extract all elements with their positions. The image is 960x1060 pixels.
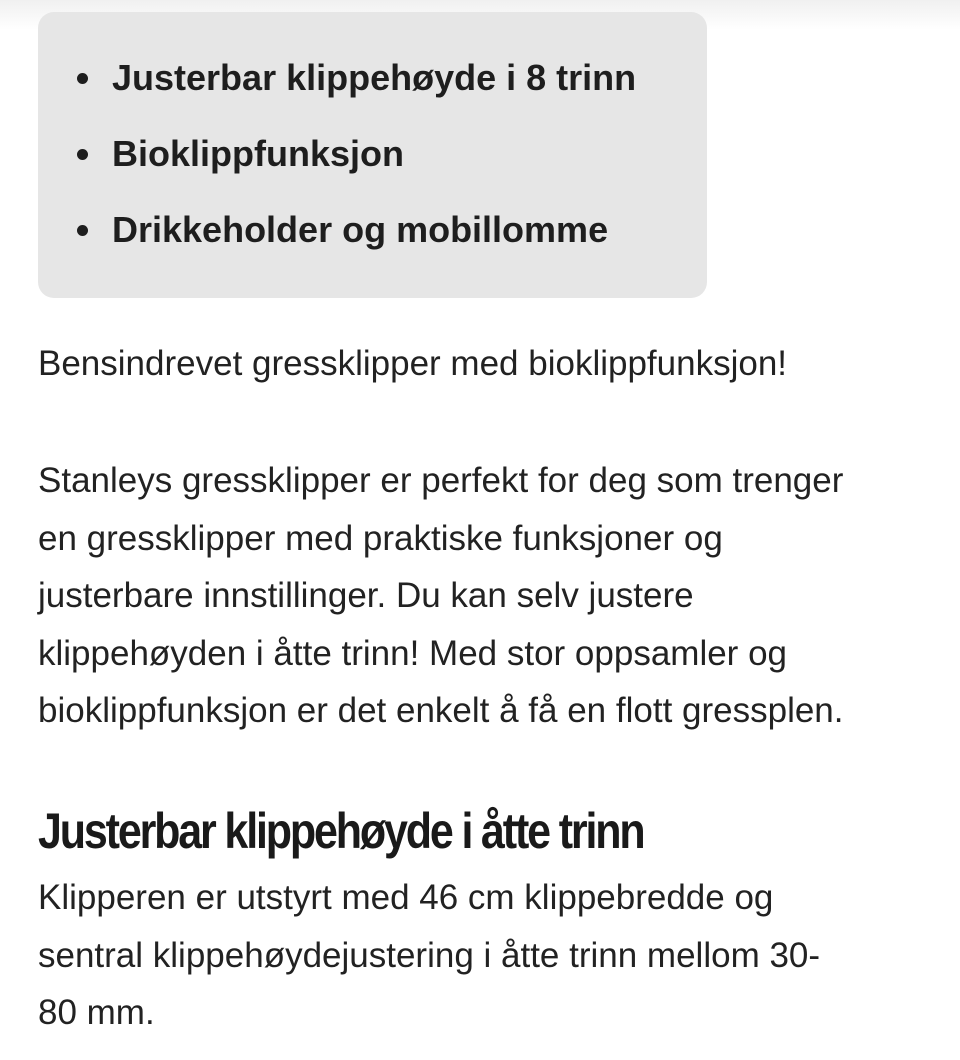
bullet-icon xyxy=(77,225,88,236)
feature-item xyxy=(38,134,707,174)
section-body-line: 80 mm. xyxy=(38,993,155,1032)
feature-item xyxy=(38,58,707,98)
product-intro: Bensindrevet gressklipper med bioklippfunksjon! xyxy=(38,344,788,383)
product-description xyxy=(38,452,938,740)
bullet-icon xyxy=(77,73,88,84)
section-heading: Justerbar klippehøyde i åtte trinn xyxy=(38,803,644,859)
feature-item-label: Justerbar klippehøyde i 8 trinn xyxy=(112,57,637,98)
description-line: bioklippfunksjon er det enkelt å få en flott gressplen. xyxy=(38,691,844,730)
feature-item-label: Bioklippfunksjon xyxy=(112,133,404,174)
description-line: Stanleys gressklipper er perfekt for deg som trenger xyxy=(38,461,844,500)
description-line: justerbare innstillinger. Du kan selv justere xyxy=(38,576,694,615)
section-body-line: sentral klippehøydejustering i åtte trinn mellom 30- xyxy=(38,935,821,975)
feature-item-label: Drikkeholder og mobillomme xyxy=(112,209,609,250)
bullet-icon xyxy=(77,149,88,160)
section-body-line: Klipperen er utstyrt med 46 cm klippebredde og xyxy=(38,878,774,917)
description-line: klippehøyden i åtte trinn! Med stor oppsamler og xyxy=(38,633,787,673)
section-body xyxy=(38,869,938,1042)
feature-highlights-box xyxy=(38,12,707,298)
description-line: en gressklipper med praktiske funksjoner og xyxy=(38,518,723,558)
feature-item xyxy=(38,210,707,250)
